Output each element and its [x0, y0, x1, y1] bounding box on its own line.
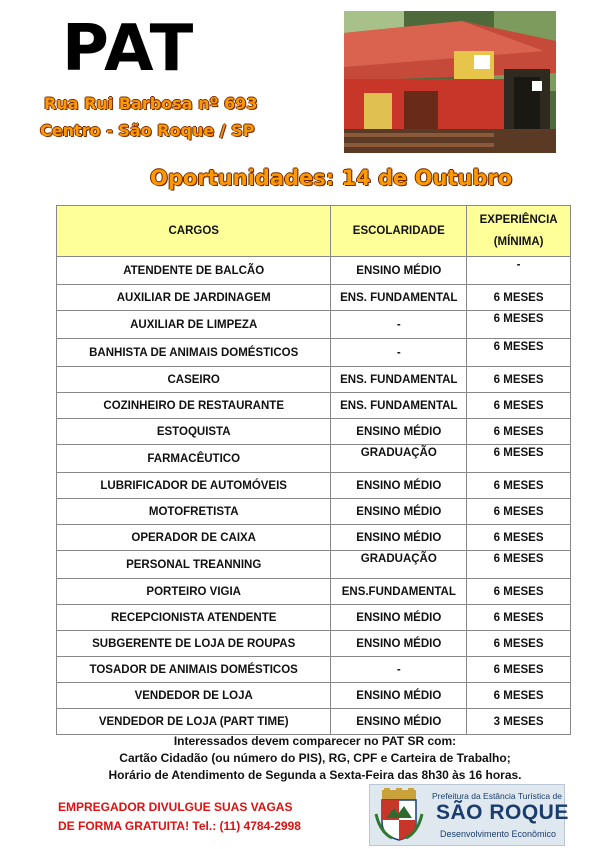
- cell-experiencia: 6 MESES: [467, 473, 571, 499]
- cell-escolaridade: ENSINO MÉDIO: [331, 631, 467, 657]
- cell-experiencia: 6 MESES: [467, 445, 571, 473]
- table-row: [57, 657, 571, 683]
- table-row: [57, 445, 571, 473]
- requirements-text: [60, 733, 570, 784]
- cell-experiencia: -: [467, 257, 571, 285]
- cell-cargo: AUXILIAR DE LIMPEZA: [57, 311, 331, 339]
- cell-escolaridade: -: [331, 657, 467, 683]
- logo-main-text: SÃO ROQUE: [436, 801, 569, 824]
- city-seal-icon: [374, 788, 424, 842]
- address-line-2: Centro - São Roque / SP: [40, 121, 255, 140]
- cell-experiencia: 6 MESES: [467, 525, 571, 551]
- cell-cargo: ATENDENTE DE BALCÃO: [57, 257, 331, 285]
- cell-escolaridade: ENSINO MÉDIO: [331, 525, 467, 551]
- cell-experiencia: 6 MESES: [467, 657, 571, 683]
- sao-roque-logo: [369, 784, 569, 846]
- cell-cargo: RECEPCIONISTA ATENDENTE: [57, 605, 331, 631]
- cell-escolaridade: ENS. FUNDAMENTAL: [331, 393, 467, 419]
- header-experiencia-line2: (MÍNIMA): [493, 236, 544, 248]
- table-row: [57, 579, 571, 605]
- promo-line-2: DE FORMA GRATUITA! Tel.: (11) 4784-2998: [58, 819, 301, 833]
- cell-experiencia: 6 MESES: [467, 605, 571, 631]
- cell-experiencia: 3 MESES: [467, 709, 571, 735]
- cell-escolaridade: ENS. FUNDAMENTAL: [331, 285, 467, 311]
- promo-line-1: EMPREGADOR DIVULGUE SUAS VAGAS: [58, 800, 293, 814]
- cell-cargo: PORTEIRO VIGIA: [57, 579, 331, 605]
- cell-experiencia: 6 MESES: [467, 579, 571, 605]
- employer-promo: [58, 798, 301, 836]
- table-row: [57, 499, 571, 525]
- cell-escolaridade: ENS. FUNDAMENTAL: [331, 367, 467, 393]
- cell-escolaridade: ENSINO MÉDIO: [331, 499, 467, 525]
- logo-small-text: Prefeitura da Estância Turística de: [432, 791, 562, 801]
- cell-cargo: ESTOQUISTA: [57, 419, 331, 445]
- building-photo: [344, 11, 556, 153]
- table-row: [57, 605, 571, 631]
- cell-escolaridade: ENSINO MÉDIO: [331, 257, 467, 285]
- table-row: [57, 367, 571, 393]
- cell-escolaridade: -: [331, 339, 467, 367]
- cell-experiencia: 6 MESES: [467, 631, 571, 657]
- cell-cargo: BANHISTA DE ANIMAIS DOMÉSTICOS: [57, 339, 331, 367]
- building-photo-illustration: [344, 11, 556, 153]
- cell-escolaridade: ENSINO MÉDIO: [331, 419, 467, 445]
- table-row: [57, 339, 571, 367]
- table-row: [57, 419, 571, 445]
- cell-experiencia: 6 MESES: [467, 367, 571, 393]
- header-escolaridade: ESCOLARIDADE: [331, 206, 467, 257]
- table-row: [57, 285, 571, 311]
- cell-escolaridade: ENS.FUNDAMENTAL: [331, 579, 467, 605]
- table-row: [57, 709, 571, 735]
- page-title: PAT: [62, 12, 195, 86]
- cell-cargo: VENDEDOR DE LOJA: [57, 683, 331, 709]
- cell-experiencia: 6 MESES: [467, 311, 571, 339]
- cell-escolaridade: GRADUAÇÃO: [331, 445, 467, 473]
- table-header-row: [57, 206, 571, 257]
- table-row: [57, 257, 571, 285]
- cell-cargo: MOTOFRETISTA: [57, 499, 331, 525]
- cell-escolaridade: ENSINO MÉDIO: [331, 605, 467, 631]
- table-row: [57, 683, 571, 709]
- address-line-1: Rua Rui Barbosa nº 693: [44, 94, 258, 113]
- cell-escolaridade: GRADUAÇÃO: [331, 551, 467, 579]
- cell-cargo: PERSONAL TREANNING: [57, 551, 331, 579]
- cell-experiencia: 6 MESES: [467, 683, 571, 709]
- table-row: [57, 551, 571, 579]
- logo-sub-text: Desenvolvimento Econômico: [440, 829, 557, 839]
- cell-escolaridade: ENSINO MÉDIO: [331, 473, 467, 499]
- table-row: [57, 473, 571, 499]
- cell-experiencia: 6 MESES: [467, 551, 571, 579]
- cell-cargo: TOSADOR DE ANIMAIS DOMÉSTICOS: [57, 657, 331, 683]
- cell-cargo: CASEIRO: [57, 367, 331, 393]
- header-cargos: CARGOS: [57, 206, 331, 257]
- cell-experiencia: 6 MESES: [467, 499, 571, 525]
- cell-escolaridade: ENSINO MÉDIO: [331, 683, 467, 709]
- cell-experiencia: 6 MESES: [467, 285, 571, 311]
- requirements-line-2: Cartão Cidadão (ou número do PIS), RG, CPF e Carteira de Trabalho;: [119, 751, 511, 765]
- cell-experiencia: 6 MESES: [467, 339, 571, 367]
- cell-escolaridade: -: [331, 311, 467, 339]
- requirements-line-1: Interessados devem comparecer no PAT SR com:: [173, 734, 457, 748]
- cell-cargo: OPERADOR DE CAIXA: [57, 525, 331, 551]
- header-experiencia: [467, 206, 571, 257]
- section-heading: Oportunidades: 14 de Outubro: [150, 166, 513, 190]
- cell-cargo: LUBRIFICADOR DE AUTOMÓVEIS: [57, 473, 331, 499]
- table-row: [57, 631, 571, 657]
- table-row: [57, 525, 571, 551]
- table-row: [57, 311, 571, 339]
- cell-cargo: FARMACÊUTICO: [57, 445, 331, 473]
- cell-experiencia: 6 MESES: [467, 419, 571, 445]
- cell-cargo: COZINHEIRO DE RESTAURANTE: [57, 393, 331, 419]
- cell-cargo: VENDEDOR DE LOJA (PART TIME): [57, 709, 331, 735]
- cell-cargo: SUBGERENTE DE LOJA DE ROUPAS: [57, 631, 331, 657]
- table-row: [57, 393, 571, 419]
- cell-experiencia: 6 MESES: [467, 393, 571, 419]
- requirements-line-3: Horário de Atendimento de Segunda a Sexta-Feira das 8h30 às 16 horas.: [108, 768, 522, 782]
- cell-cargo: AUXILIAR DE JARDINAGEM: [57, 285, 331, 311]
- jobs-table: [56, 205, 571, 735]
- header-experiencia-line1: EXPERIÊNCIA: [479, 214, 558, 226]
- cell-escolaridade: ENSINO MÉDIO: [331, 709, 467, 735]
